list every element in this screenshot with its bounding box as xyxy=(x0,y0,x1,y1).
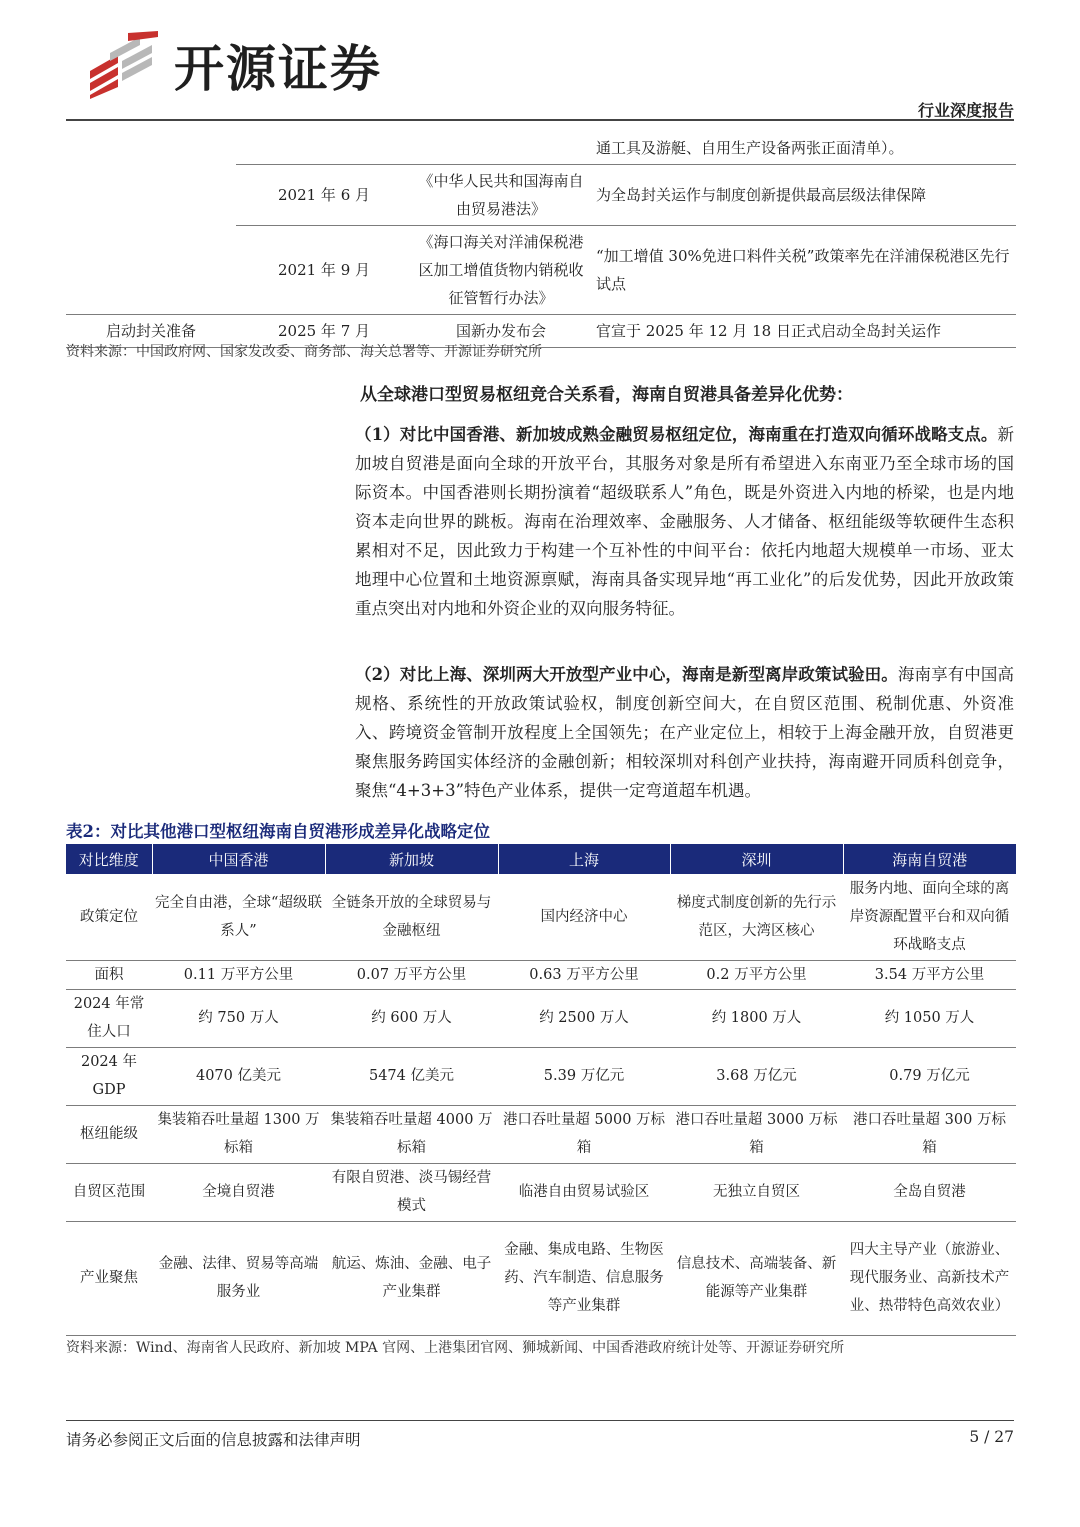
table-cell: 约 750 万人 xyxy=(152,989,325,1047)
table-cell: 集装箱吞吐量超 1300 万标箱 xyxy=(152,1105,325,1163)
table-cell: 启动封关准备 xyxy=(66,315,236,348)
row-label: 产业聚焦 xyxy=(66,1221,152,1335)
paragraph-2-heading: （2）对比上海、深圳两大开放型产业中心，海南是新型离岸政策试验田。 xyxy=(355,665,898,684)
table-cell: 国内经济中心 xyxy=(498,874,670,960)
table-cell: 信息技术、高端装备、新能源等产业集群 xyxy=(670,1221,843,1335)
table-cell: 约 1800 万人 xyxy=(670,989,843,1047)
table-row xyxy=(66,1163,1016,1221)
table-cell: 《海口海关对洋浦保税港区加工增值货物内销税收征管暂行办法》 xyxy=(412,226,590,315)
section-lead: 从全球港口型贸易枢纽竞合关系看，海南自贸港具备差异化优势： xyxy=(360,385,853,405)
logo-text: 开源证券 xyxy=(174,40,382,98)
column-header: 深圳 xyxy=(670,844,843,874)
table-cell: 全链条开放的全球贸易与金融枢纽 xyxy=(325,874,498,960)
column-header: 上海 xyxy=(498,844,670,874)
table-cell: 通工具及游艇、自用生产设备两张正面清单）。 xyxy=(590,132,1016,165)
table-cell: 梯度式制度创新的先行示范区，大湾区核心 xyxy=(670,874,843,960)
table-row xyxy=(66,1105,1016,1163)
logo-mark-icon xyxy=(88,31,166,99)
table-cell: 3.54 万平方公里 xyxy=(843,960,1016,989)
table-cell: 官宣于 2025 年 12 月 18 日正式启动全岛封关运作 xyxy=(590,315,1016,348)
table-cell: 为全岛封关运作与制度创新提供最高层级法律保障 xyxy=(590,165,1016,226)
row-label: 面积 xyxy=(66,960,152,989)
column-header: 海南自贸港 xyxy=(843,844,1016,874)
table-row xyxy=(66,132,1016,165)
table-cell: 0.79 万亿元 xyxy=(843,1047,1016,1105)
table-row xyxy=(66,165,1016,226)
table-cell: 约 2500 万人 xyxy=(498,989,670,1047)
table-cell: 航运、炼油、金融、电子产业集群 xyxy=(325,1221,498,1335)
row-label: 自贸区范围 xyxy=(66,1163,152,1221)
table-cell: 全境自贸港 xyxy=(152,1163,325,1221)
table-cell: 5.39 万亿元 xyxy=(498,1047,670,1105)
table-cell: 集装箱吞吐量超 4000 万标箱 xyxy=(325,1105,498,1163)
table-cell: 5474 亿美元 xyxy=(325,1047,498,1105)
table-cell: 2025 年 7 月 xyxy=(236,315,412,348)
table-cell: 服务内地、面向全球的离岸资源配置平台和双向循环战略支点 xyxy=(843,874,1016,960)
column-header: 对比维度 xyxy=(66,844,152,874)
table1-source: 资料来源：中国政府网、国家发改委、商务部、海关总署等、开源证券研究所 xyxy=(66,344,542,360)
table-cell: 金融、集成电路、生物医药、汽车制造、信息服务等产业集群 xyxy=(498,1221,670,1335)
table-cell: 临港自由贸易试验区 xyxy=(498,1163,670,1221)
paragraph-2-text: 海南享有中国高规格、系统性的开放政策试验权，制度创新空间大，在自贸区范围、税制优惠、外资准入、跨境资金管制开放程度上全国领先；在产业定位上，相较于上海金融开放，自贸港更聚焦服务跨国实体经济的金融创新；相较深圳对科创产业扶持，海南避开同质科创竞争，聚焦“4+3+3”特色产业体系，提供一定弯道超车机遇。 xyxy=(355,665,1015,800)
table-cell: 港口吞吐量超 300 万标箱 xyxy=(843,1105,1016,1163)
table-row xyxy=(66,1221,1016,1335)
table-cell xyxy=(66,226,236,315)
table-cell: 0.2 万平方公里 xyxy=(670,960,843,989)
table-cell: 金融、法律、贸易等高端服务业 xyxy=(152,1221,325,1335)
paragraph-2 xyxy=(322,660,1014,805)
table-cell xyxy=(412,132,590,165)
table-row xyxy=(66,874,1016,960)
paragraph-1-heading: （1）对比中国香港、新加坡成熟金融贸易枢纽定位，海南重在打造双向循环战略支点。 xyxy=(355,425,998,444)
table-cell: 国新办发布会 xyxy=(412,315,590,348)
row-label: 政策定位 xyxy=(66,874,152,960)
table-row xyxy=(66,1047,1016,1105)
row-label: 2024 年 GDP xyxy=(66,1047,152,1105)
paragraph-1-text: 新加坡自贸港是面向全球的开放平台，其服务对象是所有希望进入东南亚乃至全球市场的国际资本。中国香港则长期扮演着“超级联系人”角色，既是外资进入内地的桥梁，也是内地资本走向世界的跳板。海南在治理效率、金融服务、人才储备、枢纽能级等软硬件生态积累相对不足，因此致力于构建一个互补性的中间平台：依托内地超大规模单一市场、亚太地理中心位置和土地资源禀赋，海南具备实现异地“再工业化”的后发优势，因此开放政策重点突出对内地和外资企业的双向服务特征。 xyxy=(355,425,1014,618)
footer-disclaimer: 请务必参阅正文后面的信息披露和法律声明 xyxy=(66,1431,361,1449)
row-label: 枢纽能级 xyxy=(66,1105,152,1163)
table-cell xyxy=(66,165,236,226)
header-divider xyxy=(66,119,1014,121)
table-cell: 全岛自贸港 xyxy=(843,1163,1016,1221)
table-cell: 3.68 万亿元 xyxy=(670,1047,843,1105)
table-row xyxy=(66,989,1016,1047)
table2-source: 资料来源：Wind、海南省人民政府、新加坡 MPA 官网、上港集团官网、狮城新闻、中国香港政府统计处等、开源证券研究所 xyxy=(66,1340,845,1356)
table-header-row xyxy=(66,844,1016,874)
company-logo xyxy=(88,30,382,100)
table-cell: 约 600 万人 xyxy=(325,989,498,1047)
table-cell: 4070 亿美元 xyxy=(152,1047,325,1105)
page-number: 5 / 27 xyxy=(969,1428,1014,1446)
table-cell: 有限自贸港、淡马锡经营模式 xyxy=(325,1163,498,1221)
table-cell xyxy=(66,132,236,165)
paragraph-1 xyxy=(322,420,1014,623)
table-cell: 0.11 万平方公里 xyxy=(152,960,325,989)
footer-divider xyxy=(66,1420,1014,1421)
table-row xyxy=(66,226,1016,315)
report-type-label: 行业深度报告 xyxy=(917,101,1014,120)
table-row xyxy=(66,960,1016,989)
comparison-table xyxy=(66,844,1016,1336)
row-label: 2024 年常住人口 xyxy=(66,989,152,1047)
table-cell: 0.07 万平方公里 xyxy=(325,960,498,989)
table-cell: 约 1050 万人 xyxy=(843,989,1016,1047)
table-cell xyxy=(236,132,412,165)
table-cell: 2021 年 6 月 xyxy=(236,165,412,226)
table-cell: 港口吞吐量超 3000 万标箱 xyxy=(670,1105,843,1163)
table-cell: “加工增值 30%免进口料件关税”政策率先在洋浦保税港区先行试点 xyxy=(590,226,1016,315)
policy-timeline-table xyxy=(66,132,1016,348)
table2-title: 表2：对比其他港口型枢纽海南自贸港形成差异化战略定位 xyxy=(66,822,490,841)
table-cell: 完全自由港，全球“超级联系人” xyxy=(152,874,325,960)
table-cell: 《中华人民共和国海南自由贸易港法》 xyxy=(412,165,590,226)
column-header: 中国香港 xyxy=(152,844,325,874)
table-cell: 2021 年 9 月 xyxy=(236,226,412,315)
table-cell: 四大主导产业（旅游业、现代服务业、高新技术产业、热带特色高效农业） xyxy=(843,1221,1016,1335)
table-cell: 无独立自贸区 xyxy=(670,1163,843,1221)
table-cell: 0.63 万平方公里 xyxy=(498,960,670,989)
table-cell: 港口吞吐量超 5000 万标箱 xyxy=(498,1105,670,1163)
column-header: 新加坡 xyxy=(325,844,498,874)
